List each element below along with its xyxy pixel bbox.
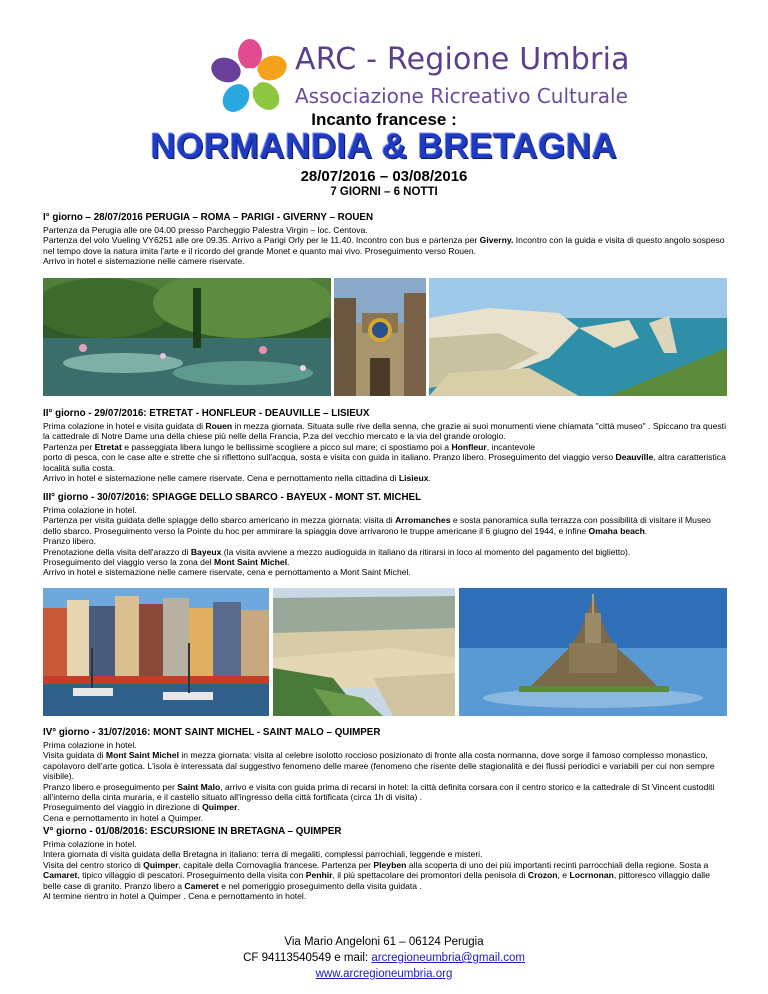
day-3 [43,492,727,578]
day-3-line: Partenza per visita guidata delle spiagge dello sbarco americano in mezza giornata: visita di Arromanches e sosta panoramica sulla terrazza con possibilità di visitare il Museo dello sbarco. Proseguimento verso la Pointe du hoc per ammirare la spiaggia dove arrivarono le truppe americane il 6 giugno del 1944, e infine Omaha beach. [43,515,711,536]
intro-heading: Incanto francese : [311,110,457,129]
day-2-line: porto di pesca, con le case alte e strette che si riflettono sull'acqua, sosta e visita con guida in italiano. Pranzo libero. Proseguimento del viaggio verso Deauville, altra caratteristica località sulla costa. [43,452,726,473]
day-5-title: V° giorno - 01/08/2016: ESCURSIONE IN BRETAGNA – QUIMPER [43,826,342,837]
day-3-title: III° giorno - 30/07/2016: SPIAGGE DELLO SBARCO - BAYEUX - MONT ST. MICHEL [43,492,422,503]
day-1-line: Partenza del volo Vueling VY6251 alle ore 09.35. Arrivo a Parigi Orly per le 11.40. Incontro con bus e partenza per Giverny. Incontro con la guida e visita di questo angolo sospeso nel tempo dove la natura imita l'arte e il ricordo del grande Monet e quanto mai vivo. Proseguimento verso Rouen. [43,235,725,256]
day-4-title: IV° giorno - 31/07/2016: MONT SAINT MICHEL - SAINT MALO – QUIMPER [43,727,381,738]
photo-rouen-clock [334,278,426,396]
trip-dates: 28/07/2016 – 03/08/2016 [300,168,468,185]
day-2-title: II° giorno - 29/07/2016: ETRETAT - HONFLEUR - DEAUVILLE – LISIEUX [43,408,370,419]
day-3-line: Prenotazione della visita dell'arazzo di Bayeux (la visita avviene a mezzo audioguida in italiano da ritirarsi in loco al momento del pagamento del biglietto). [43,546,631,557]
day-4-line: Visita guidata di Mont Saint Michel in mezza giornata: visita al celebre isolotto roccioso posizionato di fronte alla costa normanna, dove sorge il famoso complesso monastico, capolavoro dell'arte gotica. L'isola è interessata dal suggestivo fenomeno delle maree (fenomeno che risente delle stagionalità e dei flussi periodici e variabili per cui non sempre visibile). [43,750,715,782]
day-2 [43,408,727,483]
day-5-line: Prima colazione in hotel. [43,839,137,849]
day-3-line: Arrivo in hotel e sistemazione nelle camere riservate, cena e pernottamento a Mont Saint Michel. [43,567,411,578]
logo-title: ARC - Regione Umbria [295,42,630,77]
day-2-line: Arrivo in hotel e sistemazione nelle camere riservate. Cena e pernottamento nella cittadina di Lisieux. [43,473,431,484]
logo [210,38,630,120]
day-5-line: Intera giornata di visita guidata della Bretagna in italiano: terra di megaliti, complessi parrochiali, leggende e misteri. [43,849,483,860]
day-4-line: Pranzo libero e proseguimento per Saint Malo, arrivo e visita con guida prima di recarsi in hotel: la città definita corsara con il centro storico e la cattedrale di St Vincent custoditi all'interno della cinta muraria, e il castello situato all'ingresso della città fortificata (circa 1h di visita) . [43,781,715,803]
day-3-line: Pranzo libero. [43,536,97,547]
day-4-line: Prima colazione in hotel. [43,740,137,750]
photo-normandy-beach [273,588,455,716]
logo-subtitle: Associazione Ricreativo Culturale [295,84,628,108]
page-title: NORMANDIA & BRETAGNA [150,127,618,166]
website-link[interactable]: www.arcregioneumbria.org [315,968,453,980]
day-1-line: Partenza da Perugia alle ore 04.00 presso Parcheggio Palestra Virgin – loc. Centova. [43,225,368,235]
footer-contact [0,952,768,964]
day-4-line: Cena e pernottamento in hotel a Quimper. [43,812,204,823]
email-link[interactable]: arcregioneumbria@gmail.com [371,952,525,964]
flower-logo-icon [210,38,290,118]
day-5 [43,826,727,901]
day-2-line: Partenza per Etretat e passeggiata libera lungo le bellissime scogliere a picco sul mare; ci spostiamo poi a Honfleur, incantevole [43,441,536,452]
day-1-line: Arrivo in hotel e sistemazione nelle camere riservate. [43,256,245,267]
day-5-line: Visita del centro storico di Quimper, capitale della Cornovaglia francese. Partenza per Pleyben alla scoperta di uno dei più importanti recinti parrocchiali della regione. Sosta a Camaret, tipico villaggio di pescatori. Proseguimento della visita con Penhir, il più spettacolare dei promontori della penisola di Crozon, e Locrnonan, pittoresco villaggio dalle belle case di granito. Pranzo libero a Cameret e nel pomeriggio proseguimento della visita guidata . [43,859,710,891]
day-1-title: I° giorno – 28/07/2016 PERUGIA – ROMA – PARIGI - GIVERNY – ROUEN [43,212,374,223]
footer-address: Via Mario Angeloni 61 – 06124 Perugia [284,936,484,948]
footer-website [0,968,768,980]
day-1 [43,212,727,267]
photo-giverny-garden [43,278,331,396]
day-2-line: Prima colazione in hotel e visita guidata di Rouen in mezza giornata. Situata sulle rive della senna, che grazie ai suoi monumenti viene chiamata "città museo" . Spiccano tra questi la cattedrale di Notre Dame una della chiese più nelle della Francia, P.za del vecchio mercato e la via del grande orologio. [43,421,726,442]
day-3-line: Prima colazione in hotel. [43,505,137,515]
photo-etretat-cliffs [429,278,727,396]
photo-honfleur-harbour [43,588,269,716]
day-3-line: Proseguimento del viaggio verso la zona del Mont Saint Michel. [43,557,290,568]
photo-mont-saint-michel [459,588,727,716]
trip-duration: 7 GIORNI – 6 NOTTI [330,186,438,198]
footer-cf: CF 94113540549 e mail: [243,952,372,964]
day-5-line: Al termine rientro in hotel a Quimper . Cena e pernottamento in hotel. [43,891,307,902]
day-4 [43,727,727,823]
day-4-line: Proseguimento del viaggio in direzione di Quimper. [43,802,240,813]
